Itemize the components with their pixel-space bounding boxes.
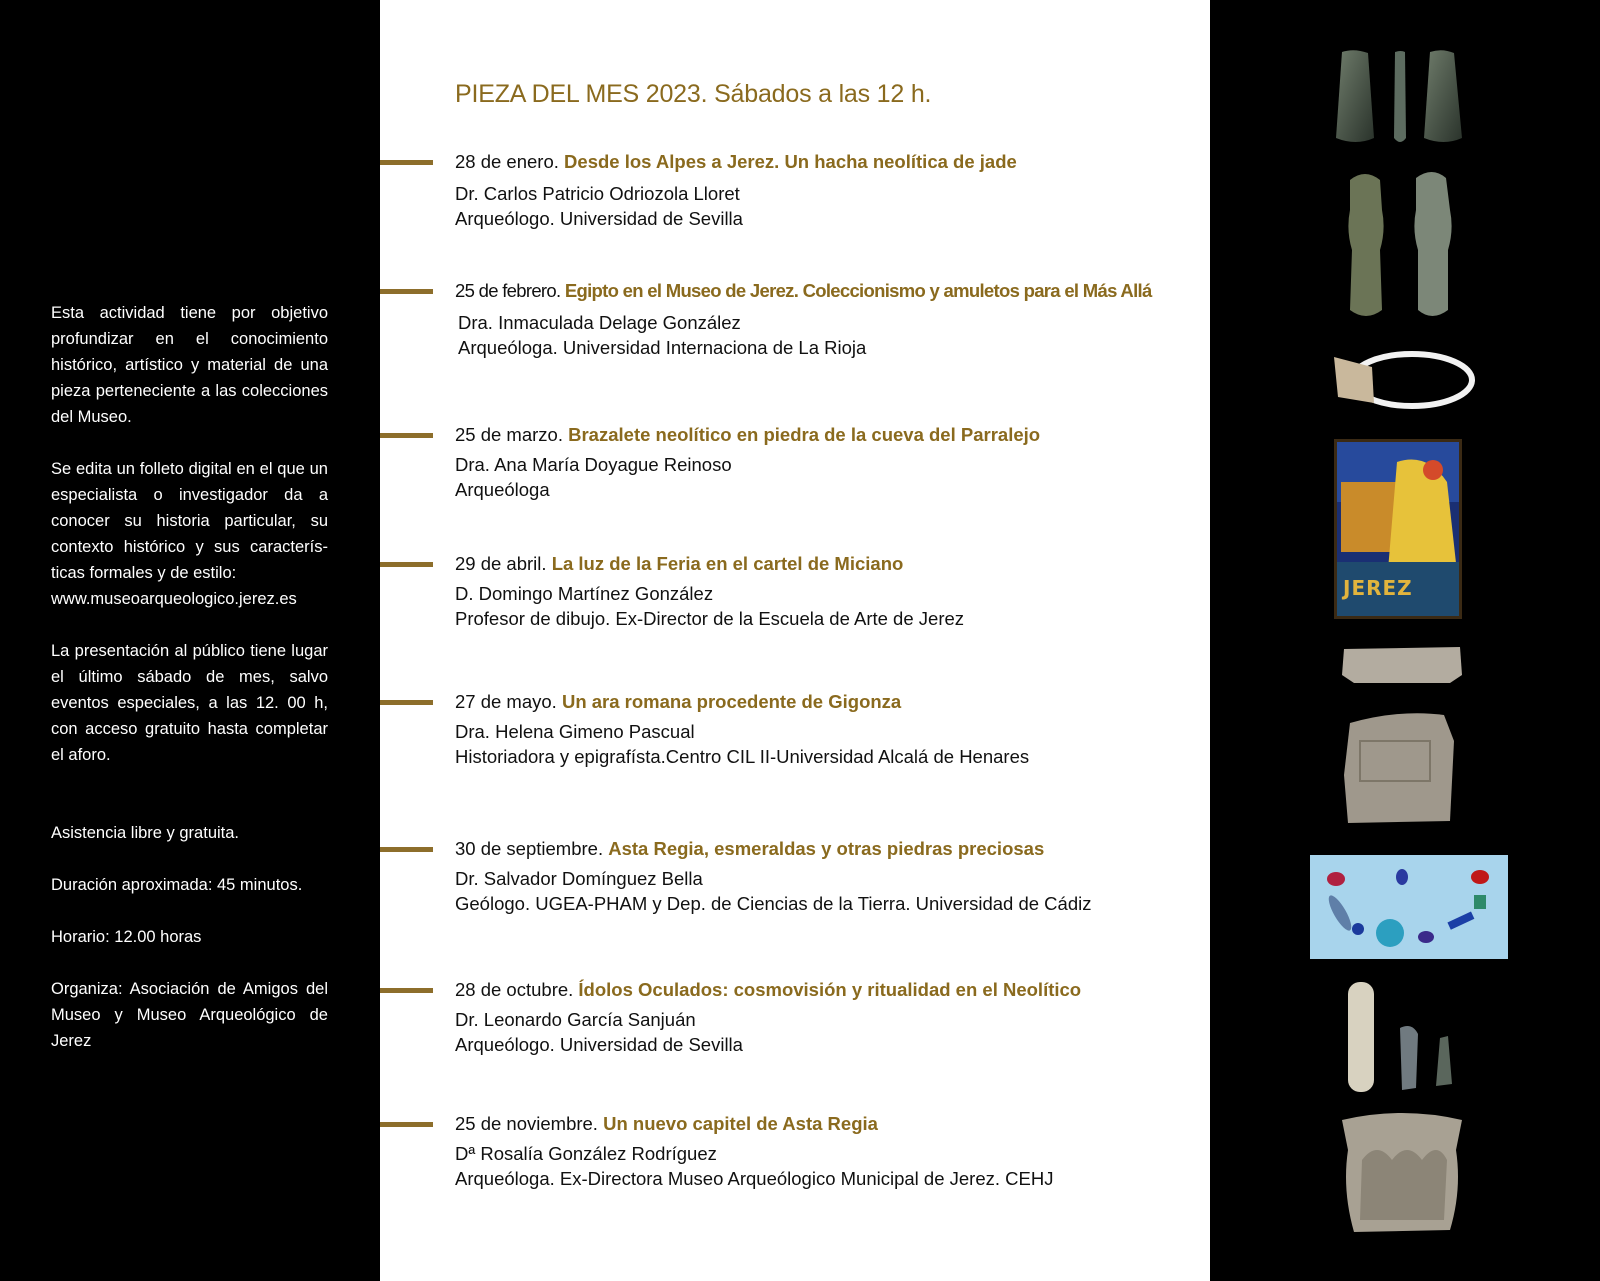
- info-lines: [51, 794, 328, 950]
- left-info-panel: [0, 0, 380, 1281]
- event-date: 30 de septiembre.: [455, 838, 604, 859]
- event-item-february: [455, 279, 1195, 360]
- jade-axes-image: [1330, 48, 1470, 148]
- timeline-tick: [380, 1122, 433, 1127]
- timeline-tick: [380, 847, 433, 852]
- info-line: Asistencia libre y gratuita.: [51, 824, 240, 842]
- event-item-november: [455, 1112, 1195, 1191]
- event-item-may: [455, 690, 1195, 769]
- event-item-october: [455, 978, 1195, 1057]
- event-item-april: [455, 552, 1195, 631]
- info-line: Horario: 12.00 horas: [51, 928, 202, 946]
- event-heading: [455, 690, 1195, 714]
- event-speaker: Dr. Carlos Patricio Odriozola Lloret: [455, 183, 740, 204]
- feria-poster-image: [1334, 439, 1462, 619]
- artifact-gallery: [1210, 0, 1600, 1281]
- intro-paragraph-objective: Esta actividad tiene por objetivo profundizar en el conocimiento histórico, artístico y material de una pieza perteneciente a las colecciones del Museo.: [51, 304, 328, 426]
- intro-booklet-text: Se edita un folleto digital en el que un especialista o investigador da a conocer su historia particular, su contexto histórico y sus caracterís-ticas formales y de estilo:: [51, 460, 328, 582]
- event-topic: La luz de la Feria en el cartel de Miciano: [551, 553, 904, 574]
- event-speaker: Dra. Inmaculada Delage González: [458, 312, 741, 333]
- event-topic: Un ara romana procedente de Gigonza: [561, 691, 902, 712]
- poster-text: JEREZ: [1343, 576, 1413, 600]
- gems-image: [1310, 855, 1508, 959]
- event-role: Arqueóloga. Ex-Directora Museo Arqueólogico Municipal de Jerez. CEHJ: [455, 1168, 1054, 1189]
- timeline-tick: [380, 988, 433, 993]
- event-item-january: [455, 150, 1195, 231]
- event-date: 25 de marzo.: [455, 424, 563, 445]
- event-date: 29 de abril.: [455, 553, 547, 574]
- event-speaker: Dr. Leonardo García Sanjuán: [455, 1009, 696, 1030]
- event-role: Arqueólogo. Universidad de Sevilla: [455, 208, 743, 229]
- event-heading: [455, 1112, 1195, 1136]
- event-item-september: [455, 837, 1195, 916]
- event-date: 25 de febrero.: [455, 280, 561, 301]
- event-topic: Egipto en el Museo de Jerez. Coleccionismo y amuletos para el Más Allá: [564, 280, 1152, 301]
- event-role: Geólogo. UGEA-PHAM y Dep. de Ciencias de la Tierra. Universidad de Cádiz: [455, 893, 1092, 914]
- event-speaker: Dra. Helena Gimeno Pascual: [455, 721, 695, 742]
- organizer-text: Organiza: Asociación de Amigos del Museo y Museo Arqueológico de Jerez: [51, 980, 328, 1050]
- event-date: 25 de noviembre.: [455, 1113, 598, 1134]
- info-line: Duración aproximada: 45 minutos.: [51, 876, 303, 894]
- timeline-tick: [380, 700, 433, 705]
- event-role: Arqueóloga: [455, 479, 550, 500]
- website-link[interactable]: www.museoarqueologico.jerez.es: [51, 590, 297, 608]
- event-topic: Ídolos Oculados: cosmovisión y ritualidad en el Neolítico: [578, 979, 1082, 1000]
- intro-text: [51, 300, 328, 1080]
- event-speaker: Dª Rosalía González Rodríguez: [455, 1143, 717, 1164]
- idols-image: [1340, 978, 1470, 1098]
- event-speaker: Dra. Ana María Doyague Reinoso: [455, 454, 732, 475]
- event-speaker: D. Domingo Martínez González: [455, 583, 714, 604]
- capital-image: [1332, 1110, 1472, 1240]
- event-heading: [455, 423, 1195, 447]
- event-date: 28 de enero.: [455, 151, 559, 172]
- intro-paragraph-presentation: La presentación al público tiene lugar el último sábado de mes, salvo eventos especiales, a las 12. 00 h, con acceso gratuito hasta completar el aforo.: [51, 642, 328, 764]
- timeline-tick: [380, 433, 433, 438]
- roman-altar-image: [1340, 645, 1470, 825]
- event-heading: [455, 837, 1195, 861]
- event-heading: [455, 552, 1195, 576]
- event-heading: [455, 978, 1195, 1002]
- event-topic: Brazalete neolítico en piedra de la cueva del Parralejo: [568, 424, 1041, 445]
- intro-paragraph-booklet: [51, 456, 328, 612]
- ushabti-figures-image: [1330, 170, 1470, 330]
- event-role: Arqueóloga. Universidad Internaciona de La Rioja: [458, 337, 867, 358]
- bracelet-image: [1330, 345, 1480, 415]
- timeline-tick: [380, 289, 433, 294]
- event-date: 27 de mayo.: [455, 691, 557, 712]
- page-title: PIEZA DEL MES 2023. Sábados a las 12 h.: [455, 80, 932, 108]
- event-role: Profesor de dibujo. Ex-Director de la Escuela de Arte de Jerez: [455, 608, 965, 629]
- event-item-march: [455, 423, 1195, 502]
- event-role: Arqueólogo. Universidad de Sevilla: [455, 1034, 743, 1055]
- timeline-tick: [380, 562, 433, 567]
- timeline-tick: [380, 160, 433, 165]
- event-role: Historiadora y epigrafísta.Centro CIL II-Universidad Alcalá de Henares: [455, 746, 1030, 767]
- event-topic: Asta Regia, esmeraldas y otras piedras preciosas: [608, 838, 1045, 859]
- event-heading: [455, 279, 1195, 303]
- event-topic: Desde los Alpes a Jerez. Un hacha neolítica de jade: [564, 151, 1017, 172]
- event-heading: [455, 150, 1195, 174]
- event-topic: Un nuevo capitel de Asta Regia: [603, 1113, 878, 1134]
- event-speaker: Dr. Salvador Domínguez Bella: [455, 868, 703, 889]
- event-date: 28 de octubre.: [455, 979, 574, 1000]
